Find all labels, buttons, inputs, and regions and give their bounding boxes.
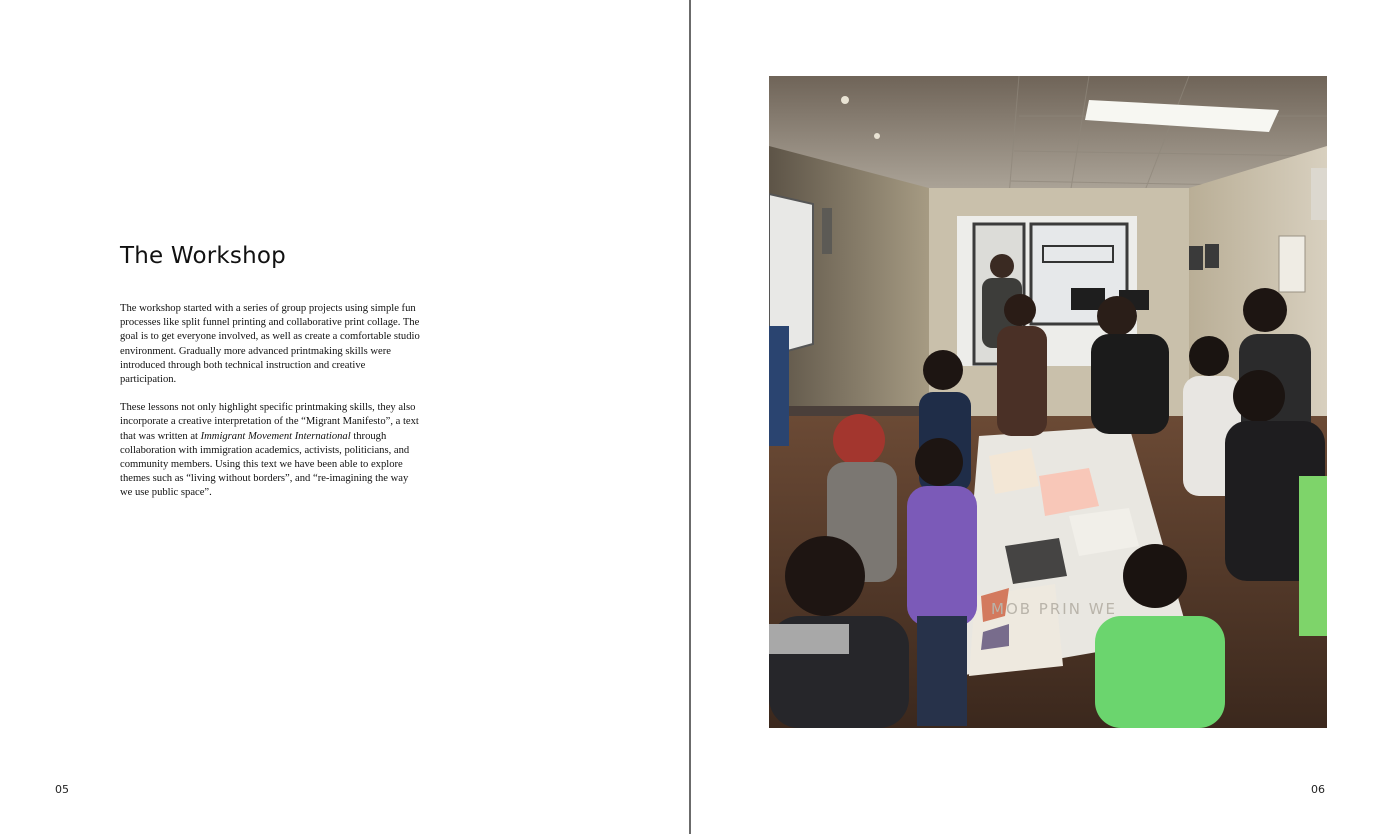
organization-name: Immigrant Movement International [200,430,351,442]
paragraph-2 [120,401,420,500]
paragraph-2-start: These lessons not only highlight specific printmaking skills, they also incorporate a creative interpretation of the “Migrant Manifesto”, a text that was written at [120,402,419,442]
right-page [691,0,1380,834]
workshop-photo [769,76,1327,728]
page-number-right: 06 [1311,783,1325,796]
paragraph-2-end: through collaboration with immigration academics, activists, politicians, and community members. Using this text we have been able to explore themes such as “living without borders”, and “re-imagining the way we use public space”. [120,430,410,499]
page-title: The Workshop [120,243,286,269]
body-text [120,302,420,515]
workshop-photo-illustration [769,76,1327,728]
paragraph-1: The workshop started with a series of group projects using simple fun processes like split funnel printing and collaborative print collage. The goal is to get everyone involved, as well as create a comfortable studio environment. Gradually more advanced printmaking skills were introduced through both technical instruction and creative participation. [120,303,420,386]
page-number-left: 05 [55,783,69,796]
poster-text: MOB PRIN WE [991,600,1117,618]
left-page [0,0,689,834]
